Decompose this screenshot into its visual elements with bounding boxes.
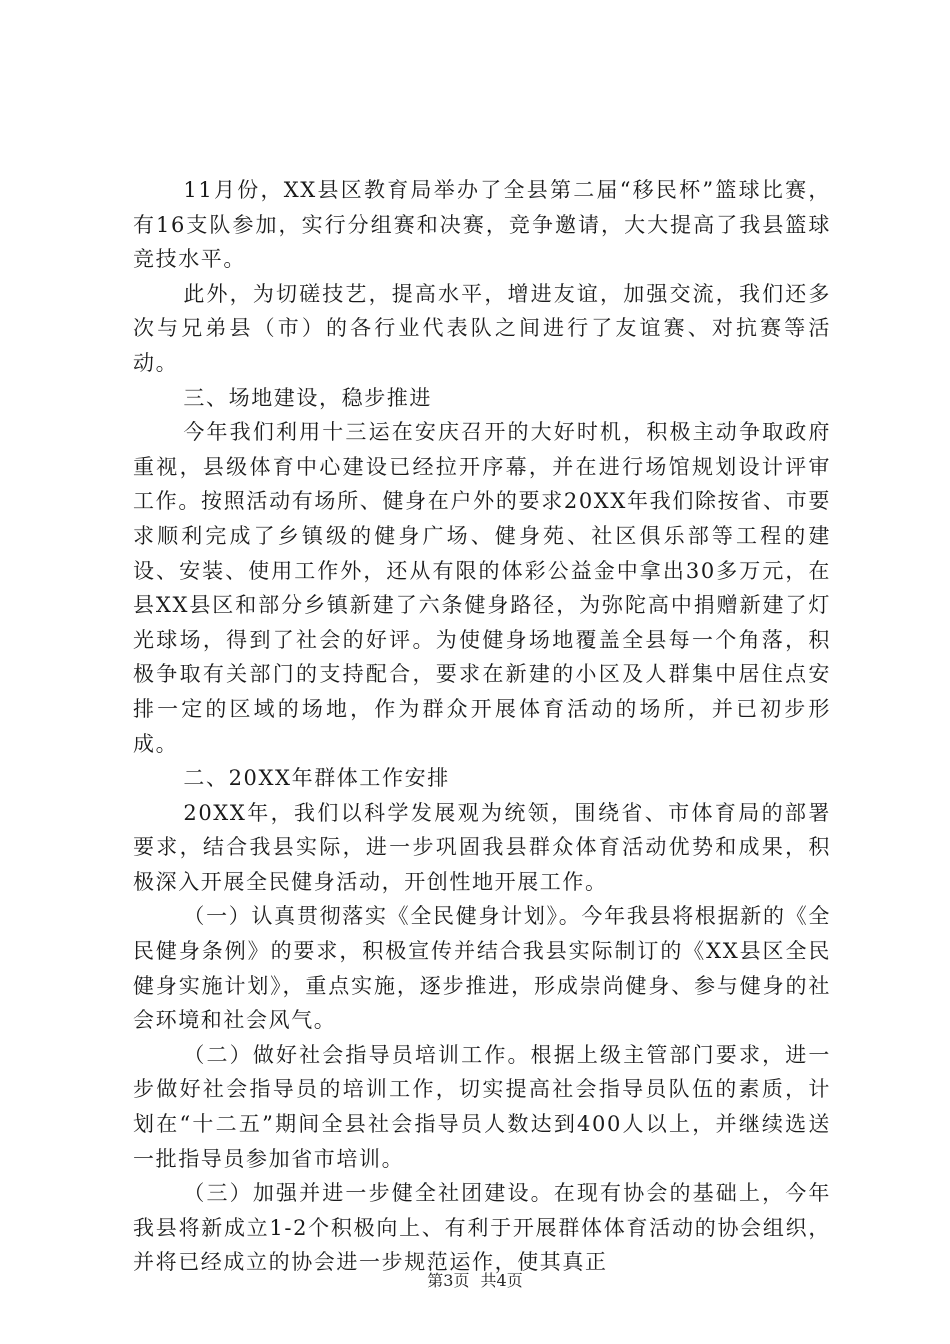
paragraph-work-plan-intro: 20XX年，我们以科学发展观为统领，围绕省、市体育局的部署要求，结合我县实际，进一步巩固我县群众体育活动优势和成果，积极深入开展全民健身活动，开创性地开展工作。 <box>133 800 831 894</box>
page-number: 第3页 <box>427 1271 470 1290</box>
paragraph-venue-construction: 今年我们利用十三运在安庆召开的大好时机，积极主动争取政府重视，县级体育中心建设已经拉开序幕，并在进行场馆规划设计评审工作。按照活动有场所、健身在户外的要求20XX年我们除按省、市要求顺利完成了乡镇级的健身广场、健身苑、社区俱乐部等工程的建设、安装、使用工作外，还从有限的体彩公益金中拿出30多万元，在县XX县区和部分乡镇新建了六条健身路径，为弥陀高中捐赠新建了灯光球场，得到了社会的好评。为使健身场地覆盖全县每一个角落，积极争取有关部门的支持配合，要求在新建的小区及人群集中居住点安排一定的区域的场地，作为群众开展体育活动的场所，并已初步形成。 <box>133 420 831 756</box>
page-total: 共4页 <box>480 1271 523 1290</box>
page-footer <box>0 1271 950 1291</box>
paragraph-fitness-plan: （一）认真贯彻落实《全民健身计划》。今年我县将根据新的《全民健身条例》的要求，积极宣传并结合我县实际制订的《XX县区全民健身实施计划》，重点实施，逐步推进，形成崇尚健身、参与健身的社会环境和社会风气。 <box>133 904 831 1033</box>
paragraph-basketball-match: 11月份，XX县区教育局举办了全县第二届“移民杯”篮球比赛，有16支队参加，实行分组赛和决赛，竞争邀请，大大提高了我县篮球竞技水平。 <box>133 178 831 272</box>
section-heading-venue-construction: 三、场地建设，稳步推进 <box>183 385 432 410</box>
paragraph-association-building: （三）加强并进一步健全社团建设。在现有协会的基础上，今年我县将新成立1-2个积极向上、有利于开展群体体育活动的协会组织，并将已经成立的协会进一步规范运作，使其真正 <box>133 1181 831 1275</box>
paragraph-instructor-training: （二）做好社会指导员培训工作。根据上级主管部门要求，进一步做好社会指导员的培训工作，切实提高社会指导员队伍的素质，计划在“十二五”期间全县社会指导员人数达到400人以上，并继续选送一批指导员参加省市培训。 <box>133 1042 831 1171</box>
section-heading-work-plan: 二、20XX年群体工作安排 <box>183 766 450 791</box>
paragraph-friendly-games: 此外，为切磋技艺，提高水平，增进友谊，加强交流，我们还多次与兄弟县（市）的各行业代表队之间进行了友谊赛、对抗赛等活动。 <box>133 281 831 375</box>
document-body <box>133 173 831 1280</box>
